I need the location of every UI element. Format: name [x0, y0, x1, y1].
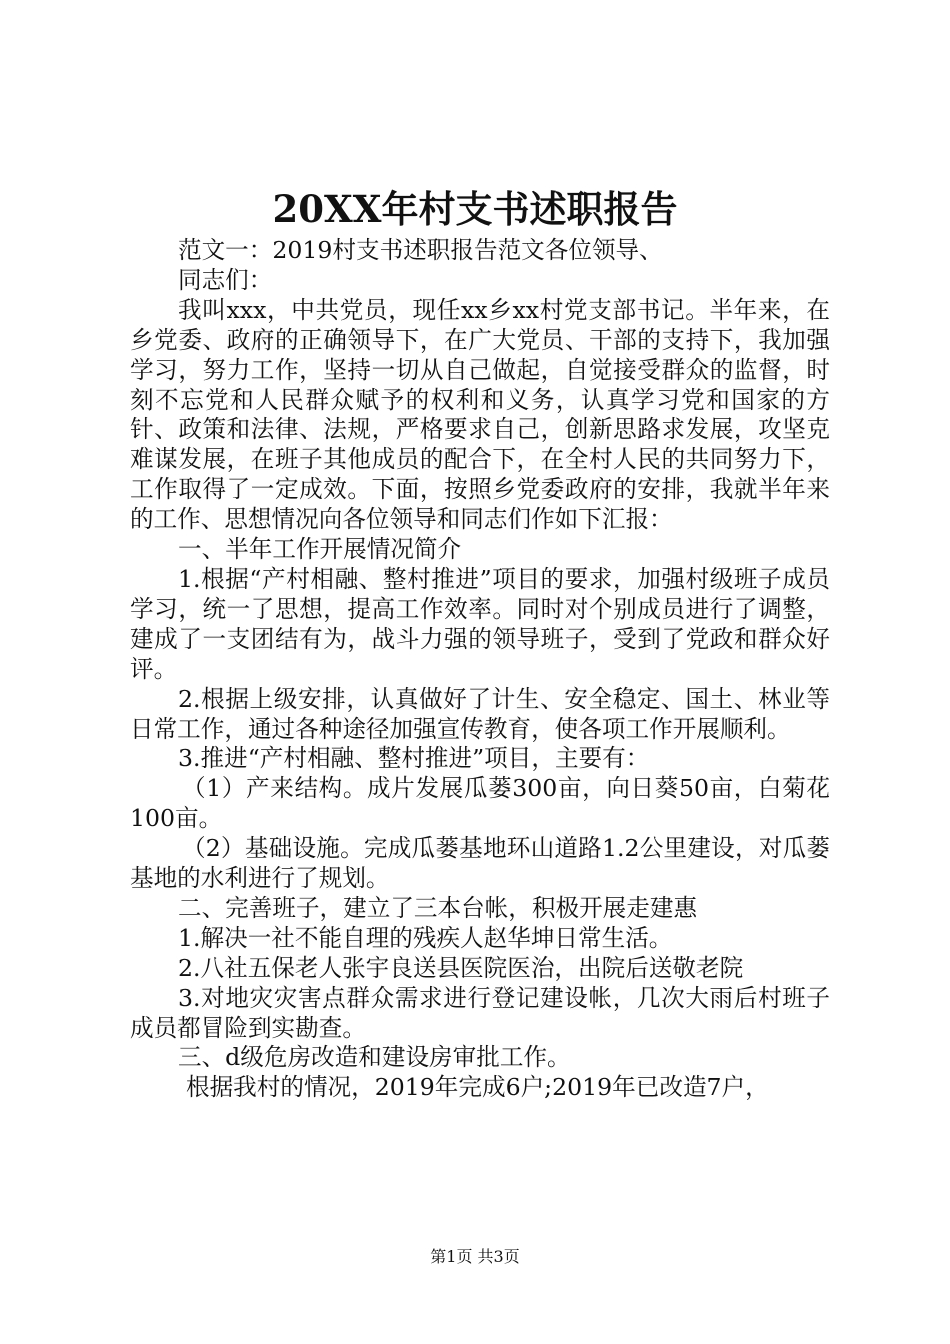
- paragraph-section3-text: 根据我村的情况，2019年完成6户;2019年已改造7户，: [186, 1073, 769, 1102]
- section-heading-2: 二、完善班子，建立了三本台帐，积极开展走建惠: [178, 893, 698, 922]
- paragraph-item-3: 3.推进“产村相融、整村推进”项目，主要有：: [178, 744, 650, 773]
- page-footer: 第1页 共3页: [430, 1247, 520, 1266]
- paragraph-intro: 范文一：2019村支书述职报告范文各位领导、: [178, 236, 663, 264]
- paragraph-salutation: 同志们：: [178, 265, 273, 294]
- section-heading-1: 一、半年工作开展情况简介: [178, 535, 462, 564]
- document-body: [130, 236, 830, 1103]
- paragraph-self-introduction: 我叫xxx，中共党员，现任xx乡xx村党支部书记。半年来，在乡党委、政府的正确领导下，在广大党员、干部的支持下，我加强学习，努力工作，坚持一切从自己做起，自觉接受群众的监督，时刻不忘党和人民群众赋予的权利和义务，认真学习党和国家的方针、政策和法律、法规，严格要求自己，创新思路求发展，攻坚克难谋发展，在班子其他成员的配合下，在全村人民的共同努力下，工作取得了一定成效。下面，按照乡党委政府的安排，我就半年来的工作、思想情况向各位领导和同志们作如下汇报：: [130, 295, 830, 534]
- paragraph-section2-item-2: 2.八社五保老人张宇良送县医院医治，出院后送敬老院: [178, 953, 744, 982]
- paragraph-subitem-1: （1）产来结构。成片发展瓜蒌300亩，向日葵50亩，白菊花100亩。: [130, 774, 830, 833]
- paragraph-subitem-2: （2）基础设施。完成瓜蒌基地环山道路1.2公里建设，对瓜蒌基地的水利进行了规划。: [130, 834, 830, 893]
- document-title: 20XX年村支书述职报告: [272, 187, 678, 231]
- paragraph-section2-item-1: 1.解决一社不能自理的残疾人赵华坤日常生活。: [178, 923, 673, 952]
- section-heading-3: 三、d级危房改造和建设房审批工作。: [178, 1043, 571, 1072]
- paragraph-item-2: 2.根据上级安排，认真做好了计生、安全稳定、国土、林业等日常工作，通过各种途径加强宣传教育，使各项工作开展顺利。: [130, 684, 830, 743]
- paragraph-section2-item-3: 3.对地灾灾害点群众需求进行登记建设帐，几次大雨后村班子成员都冒险到实勘查。: [130, 983, 830, 1042]
- paragraph-item-1: 1.根据“产村相融、整村推进”项目的要求，加强村级班子成员学习，统一了思想，提高工作效率。同时对个别成员进行了调整，建成了一支团结有为，战斗力强的领导班子，受到了党政和群众好评。: [130, 564, 830, 683]
